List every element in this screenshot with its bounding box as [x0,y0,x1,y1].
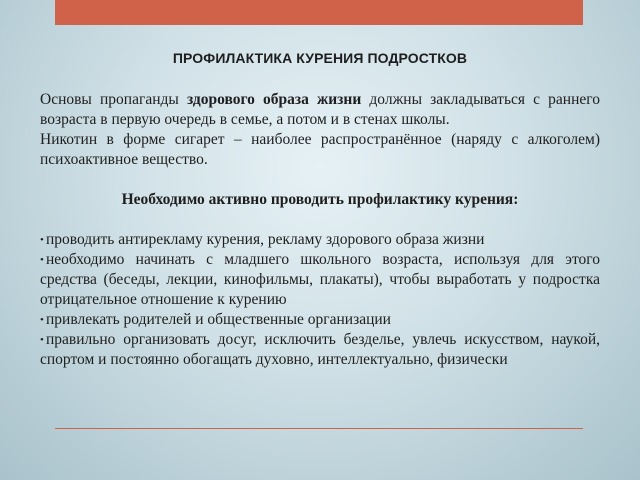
subheading: Необходимо активно проводить профилактику курения: [121,191,519,208]
top-accent-bar [55,0,583,25]
bullet-icon: • [40,234,44,246]
bullet-icon: • [40,334,44,346]
paragraph-intro-start: Основы пропаганды [40,91,187,108]
slide-title: ПРОФИЛАКТИКА КУРЕНИЯ ПОДРОСТКОВ [172,50,468,66]
paragraph-nicotine: Никотин в форме сигарет – наиболее распространённое (наряду с алкоголем) психоактивное вещество. [40,131,600,168]
list-item-text: правильно организовать досуг, исключить безделье, увлечь искусством, наукой, спортом и постоянно обогащать духовно, интеллектуально, физически [40,331,600,368]
list-item-text: привлекать родителей и общественные организации [46,311,391,328]
list-item [40,250,600,310]
paragraph-intro [40,90,600,130]
bottom-divider [55,428,583,429]
paragraph-intro-emphasis: здорового образа жизни [186,91,362,108]
bullet-icon: • [40,254,44,266]
list-item [40,330,600,370]
list-item-text: необходимо начинать с младшего школьного возраста, используя для этого средства (беседы, лекции, кинофильмы, плакаты), чтобы выработать у подростка отрицательное отношение к курению [40,251,600,308]
bullet-list [40,230,600,370]
bullet-icon: • [40,314,44,326]
slide-content [40,90,600,370]
list-item [40,310,600,330]
paragraph-intro-end: должны закладываться с раннего возраста в первую очередь в семье, а потом и в стенах школы. [40,91,600,128]
list-item-text: проводить антирекламу курения, рекламу здорового образа жизни [46,231,485,248]
list-item [40,230,600,250]
